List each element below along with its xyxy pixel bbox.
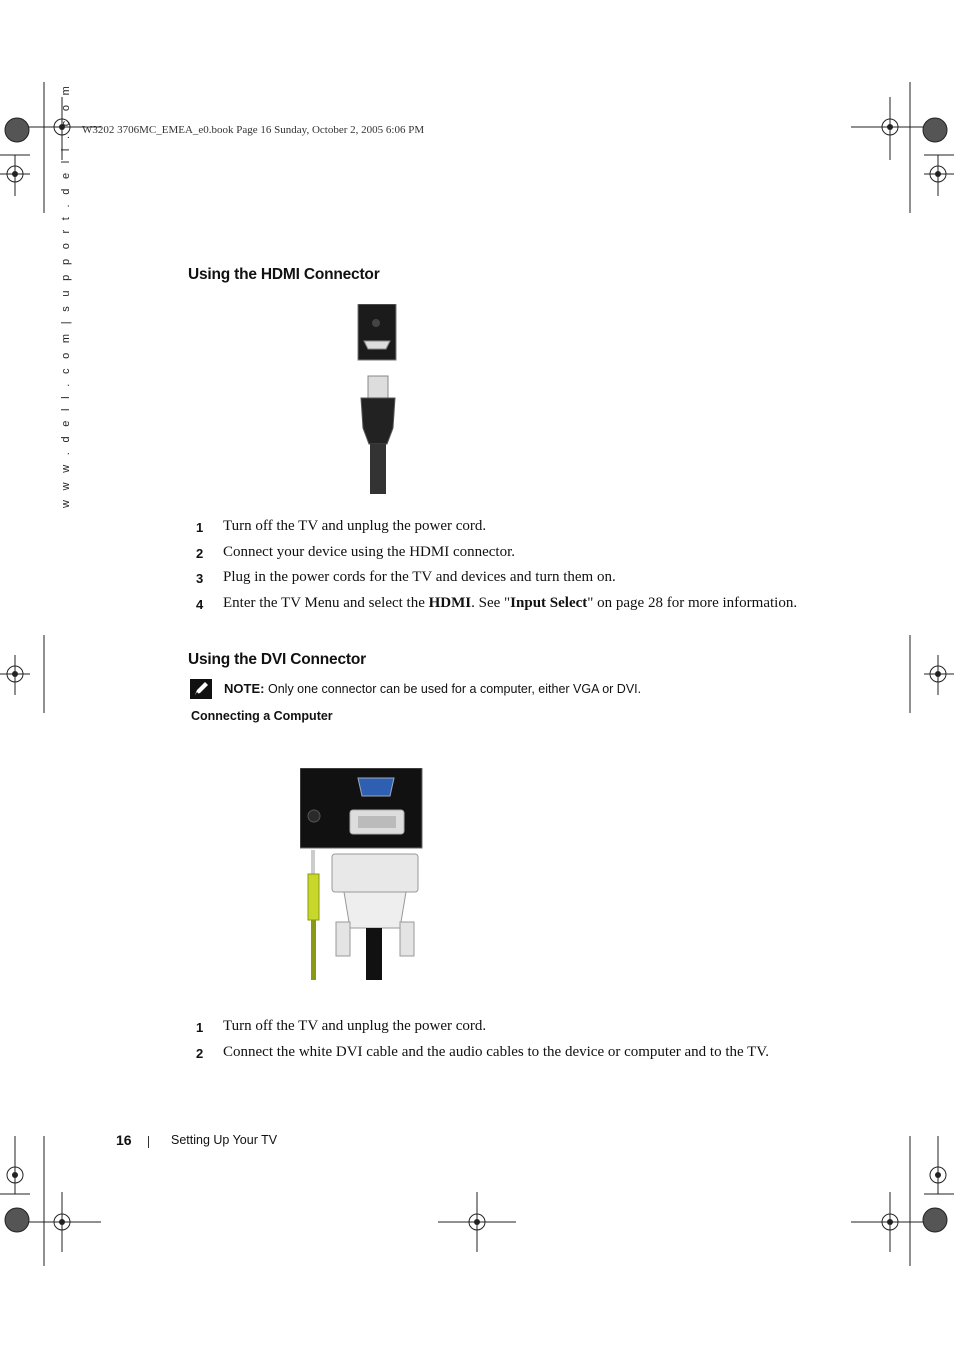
print-header-stamp: W3202 3706MC_EMEA_e0.book Page 16 Sunday, October 2, 2005 6:06 PM [82,124,425,136]
step-text-part: . See " [471,595,511,611]
figure-caption: Connecting a Computer [191,709,333,723]
step-text: Connect your device using the HDMI connector. [223,544,516,560]
note-box [190,679,830,701]
footer-section-title: Setting Up Your TV [171,1133,278,1147]
step-text: Connect the white DVI cable and the audio cables to the device or computer and to the TV. [223,1044,769,1060]
hdmi-section-title: Using the HDMI Connector [188,266,380,283]
step-number: 1 [196,520,204,535]
footer-divider [148,1136,149,1148]
note-text: Only one connector can be used for a computer, either VGA or DVI. [268,682,642,696]
dvi-section-title: Using the DVI Connector [188,651,366,668]
step-number: 3 [196,571,204,586]
step-number: 4 [196,597,204,612]
pencil-icon [190,679,212,699]
step-text: Plug in the power cords for the TV and devices and turn them on. [223,569,616,585]
input-select-term: Input Select [510,595,588,611]
sidebar-url: w w w . d e l l . c o m | s u p p o r t . d e l l . c o m [60,82,72,508]
step-number: 1 [196,1020,204,1035]
step-number: 2 [196,1046,204,1061]
dvi-connector-illustration [300,768,424,980]
hdmi-term: HDMI [428,595,472,611]
step-text: Turn off the TV and unplug the power cord. [223,518,487,534]
step-text-part: Enter the TV Menu and select the [223,595,429,611]
note-label: NOTE: [224,681,265,696]
page-number: 16 [116,1132,132,1148]
step-text: Turn off the TV and unplug the power cord. [223,1018,487,1034]
step-text [223,594,836,613]
step-text-part: " on page 28 for more information. [587,595,798,611]
hdmi-connector-illustration [357,304,399,494]
step-number: 2 [196,546,204,561]
